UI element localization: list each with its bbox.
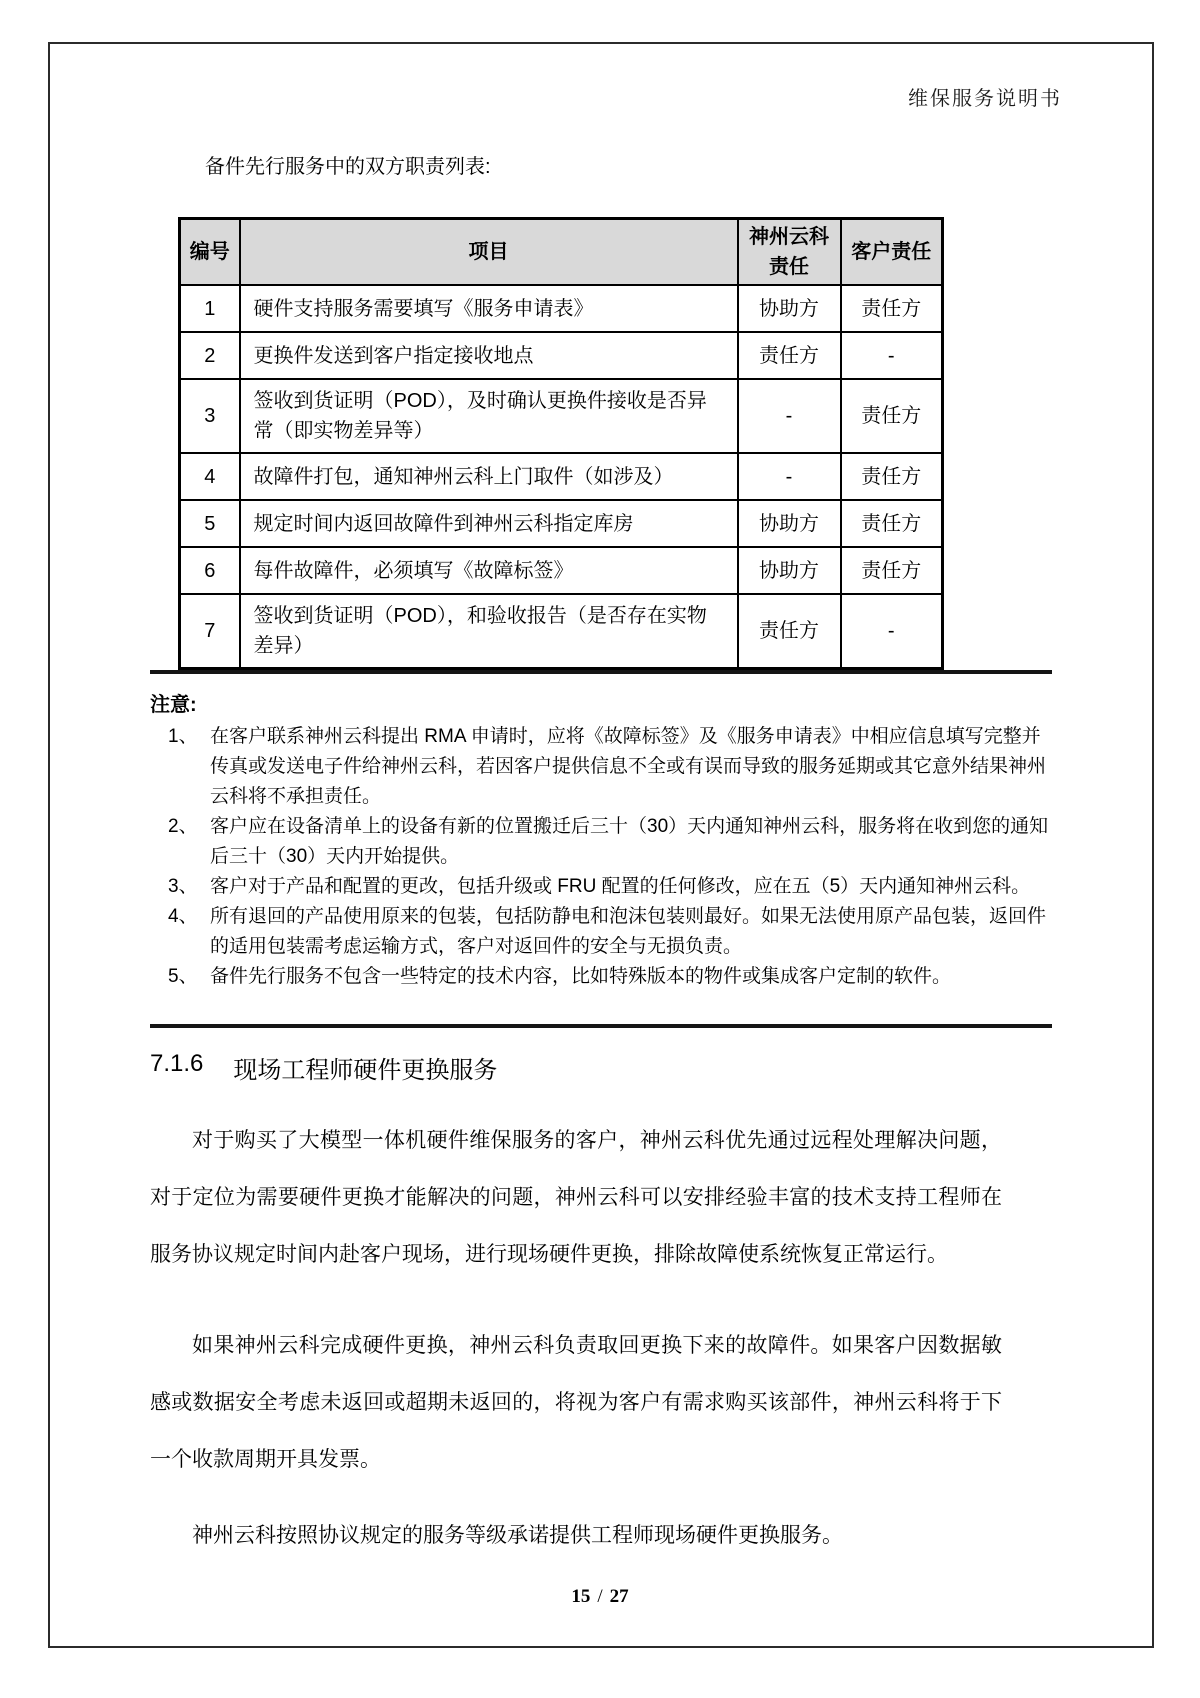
vendor-cell: 责任方 [738,594,841,669]
item-cell: 规定时间内返回故障件到神州云科指定库房 [240,500,738,547]
notice-item-number: 1、 [168,726,198,747]
notice-item-number: 2、 [168,816,198,837]
intro-line: 备件先行服务中的双方职责列表: [205,156,491,178]
notice-item-text: 所有退回的产品使用原来的包装，包括防静电和泡沫包装则最好。如果无法使用原产品包装，返回件的适用包装需考虑运输方式，客户对返回件的安全与无损负责。 [210,906,1047,957]
row-number-cell: 7 [180,594,240,669]
row-number-cell: 1 [180,285,240,332]
page-footer [0,1586,1200,1608]
vendor-cell: 责任方 [738,332,841,379]
notice-item-text: 备件先行服务不包含一些特定的技术内容，比如特殊版本的物件或集成客户定制的软件。 [210,966,952,987]
page-number-total: 27 [609,1586,629,1607]
notice-item [150,962,1052,992]
page-number-separator: / [597,1586,603,1607]
row-number-cell: 3 [180,379,240,453]
vendor-cell: - [738,453,841,500]
table-row [180,285,943,332]
column-header-customer-responsibility: 客户责任 [841,219,943,286]
item-cell: 每件故障件，必须填写《故障标签》 [240,547,738,594]
body-paragraph: 神州云科按照协议规定的服务等级承诺提供工程师现场硬件更换服务。 [192,1524,843,1547]
notice-item [150,812,1052,872]
section-number: 7.1.6 [150,1050,204,1077]
column-header-vendor-responsibility: 神州云科责任 [738,219,841,286]
customer-cell: - [841,594,943,669]
notice-item-text: 客户对于产品和配置的更改，包括升级或 FRU 配置的任何修改，应在五（5）天内通知神州云科。 [210,876,1031,897]
notice-item-text: 在客户联系神州云科提出 RMA 申请时，应将《故障标签》及《服务申请表》中相应信息填写完整并传真或发送电子件给神州云科，若因客户提供信息不全或有误而导致的服务延期或其它意外结果神州云科将不承担责任。 [210,726,1047,807]
item-cell: 故障件打包，通知神州云科上门取件（如涉及） [240,453,738,500]
row-number-cell: 4 [180,453,240,500]
item-cell: 签收到货证明（POD），和验收报告（是否存在实物差异） [240,594,738,669]
table-row [180,332,943,379]
vendor-cell: 协助方 [738,285,841,332]
vendor-cell: - [738,379,841,453]
item-cell: 更换件发送到客户指定接收地点 [240,332,738,379]
vendor-cell: 协助方 [738,500,841,547]
item-cell: 硬件支持服务需要填写《服务申请表》 [240,285,738,332]
row-number-cell: 6 [180,547,240,594]
notice-item [150,722,1052,812]
vendor-cell: 协助方 [738,547,841,594]
row-number-cell: 5 [180,500,240,547]
notice-item-number: 4、 [168,906,198,927]
row-number-cell: 2 [180,332,240,379]
section-heading [150,1050,497,1085]
notice-item-number: 3、 [168,876,198,897]
responsibility-table [178,217,944,670]
item-cell: 签收到货证明（POD），及时确认更换件接收是否异常（即实物差异等） [240,379,738,453]
customer-cell: 责任方 [841,547,943,594]
document-title-header: 维保服务说明书 [908,88,1062,110]
customer-cell: 责任方 [841,453,943,500]
body-paragraph: 如果神州云科完成硬件更换，神州云科负责取回更换下来的故障件。如果客户因数据敏感或数据安全考虑未返回或超期未返回的，将视为客户有需求购买该部件，神州云科将于下一个收款周期开具发票。 [150,1334,1002,1471]
column-header-item: 项目 [240,219,738,286]
section-title: 现场工程师硬件更换服务 [233,1057,498,1084]
page-number-current: 15 [571,1586,591,1607]
body-paragraph: 对于购买了大模型一体机硬件维保服务的客户，神州云科优先通过远程处理解决问题，对于定位为需要硬件更换才能解决的问题，神州云科可以安排经验丰富的技术支持工程师在服务协议规定时间内赴客户现场，进行现场硬件更换，排除故障使系统恢复正常运行。 [150,1129,1002,1266]
table-row [180,500,943,547]
notice-title: 注意: [150,694,197,716]
notice-item-text: 客户应在设备清单上的设备有新的位置搬迁后三十（30）天内通知神州云科，服务将在收到您的通知后三十（30）天内开始提供。 [210,816,1049,867]
notice-item [150,902,1052,962]
divider-rule-bottom [150,1024,1052,1028]
customer-cell: 责任方 [841,379,943,453]
notice-item-number: 5、 [168,966,198,987]
table-row [180,547,943,594]
notice-item [150,872,1052,902]
column-header-no: 编号 [180,219,240,286]
table-row [180,594,943,669]
table-header-row [180,219,943,286]
divider-rule-top [150,670,1052,674]
customer-cell: - [841,332,943,379]
table-row [180,379,943,453]
customer-cell: 责任方 [841,285,943,332]
customer-cell: 责任方 [841,500,943,547]
notice-list [150,722,1052,992]
table-row [180,453,943,500]
